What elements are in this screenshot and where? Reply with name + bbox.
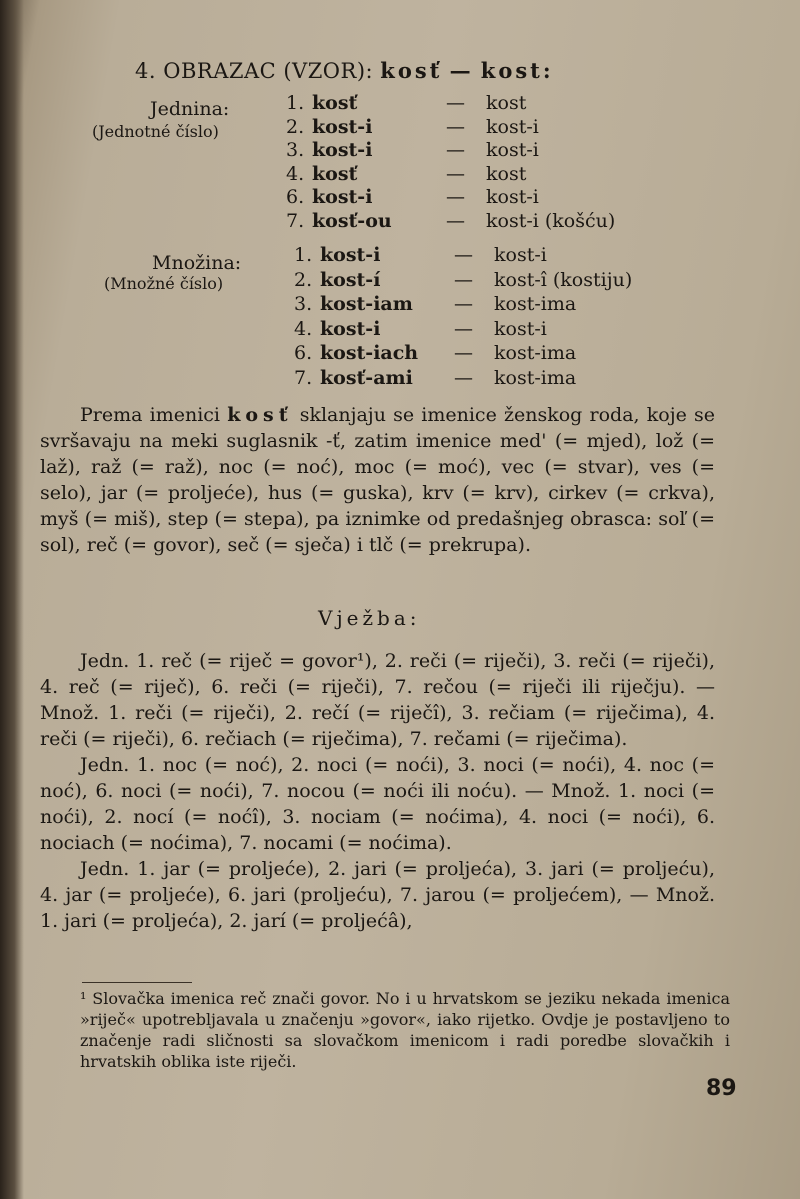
case-number: 4. <box>286 162 305 185</box>
croatian-form: kost-i <box>486 139 539 161</box>
singular-sublabel: (Jednotné číslo) <box>92 122 219 141</box>
section-heading <box>135 58 554 83</box>
croatian-form: kost-i <box>486 115 539 138</box>
case-number: 1. <box>294 244 313 266</box>
row-dash: — <box>454 293 473 315</box>
exercise-rec: Jedn. 1. reč (= riječ = govor¹), 2. reči (= riječi), 3. reči (= riječi), 4. reč (= riječ), 6. reči (= riječi), 7. rečou (= riječi ili riječju). — Množ. 1. reči (= riječi), 2. rečí (= riječî), 3. rečiam (= riječima), 4. reči (= riječi), 6. rečiach (= riječima), 7. rečami (= riječima). <box>40 650 715 750</box>
plural-label: Množina: <box>152 252 242 274</box>
slovak-form: kosť-ami <box>320 366 413 389</box>
book-spine-shadow <box>0 0 24 1199</box>
row-dash: — <box>454 317 473 340</box>
slovak-form: kost-i <box>312 139 373 161</box>
rule-paragraph <box>40 402 715 558</box>
croatian-form: kost-ima <box>494 366 577 389</box>
row-dash: — <box>446 139 465 161</box>
case-number: 3. <box>294 293 313 315</box>
croatian-form: kost-ima <box>494 342 577 364</box>
exercise-jar: Jedn. 1. jar (= proljeće), 2. jari (= proljeća), 3. jari (= proljeću), 4. jar (= proljeće), 6. jari (proljeću), 7. jarou (= proljećem), — Množ. 1. jari (= proljeća), 2. jarí (= proljećâ), <box>40 858 715 932</box>
rule-intro: Prema imenici <box>80 404 220 426</box>
footnote-divider <box>82 982 192 983</box>
footnote <box>40 988 730 1072</box>
croatian-form: kost-i <box>494 317 547 340</box>
croatian-form: kost-i (košću) <box>486 209 616 232</box>
case-number: 2. <box>294 268 313 291</box>
croatian-form: kost-ima <box>494 293 577 315</box>
croatian-form: kost-i <box>486 186 539 208</box>
row-dash: — <box>446 186 465 208</box>
slovak-form: kost-iam <box>320 293 413 315</box>
croatian-form: kost <box>486 92 527 114</box>
slovak-form: kosť-ou <box>312 209 392 232</box>
slovak-form: kosť <box>312 162 358 185</box>
slovak-form: kost-i <box>312 186 373 208</box>
exercise-noc: Jedn. 1. noc (= noć), 2. noci (= noći), 3. noci (= noći), 4. noc (= noć), 6. noci (= noći), 7. nocou (= noći ili noću). — Množ. 1. noci (= noći), 2. nocí (= noćî), 3. nociam (= noćima), 4. noci (= noći), 6. nociach (= noćima), 7. nocami (= noćima). <box>40 754 715 854</box>
exercise-heading: Vježba: <box>318 606 421 630</box>
case-number: 7. <box>294 366 313 389</box>
case-number: 6. <box>286 186 305 208</box>
footnote-text: ¹ Slovačka imenica reč znači govor. No i u hrvatskom se jeziku nekada imenica »riječ« upotrebljavala u značenju »govor«, iako rijetko. Ovdje je postavljeno to značenje radi sličnosti sa slovačkom imenicom i radi poredbe slovačkih i hrvatskih oblika iste riječi. <box>80 989 730 1071</box>
case-number: 3. <box>286 139 305 161</box>
plural-sublabel: (Množné číslo) <box>104 274 224 293</box>
row-dash: — <box>446 115 465 138</box>
row-dash: — <box>446 209 465 232</box>
case-number: 7. <box>286 209 305 232</box>
rule-text: sklanjaju se imenice ženskog roda, koje se svršavaju na meki suglasnik -ť, zatim imenice med' (= mjed), lož (= laž), raž (= raž), noc (= noć), moc (= moć), vec (= stvar), ves (= selo), jar (= proljeće), hus (= guska), krv (= krv), cirkev (= crkva), myš (= miš), step (= stepa), pa iznimke od predašnjeg obrasca: soľ (= sol), reč (= govor), seč (= sječa) i tlč (= prekrupa). <box>40 404 715 556</box>
heading-label: OBRAZAC (VZOR): <box>163 59 374 83</box>
case-number: 4. <box>294 317 313 340</box>
rule-word: kosť <box>227 404 293 426</box>
row-dash: — <box>446 92 465 114</box>
row-dash: — <box>446 162 465 185</box>
croatian-form: kost <box>486 162 527 185</box>
heading-croatian-word: kost: <box>480 58 554 83</box>
slovak-form: kosť <box>312 92 358 114</box>
row-dash: — <box>454 342 473 364</box>
slovak-form: kost-i <box>312 115 373 138</box>
page-number: 89 <box>706 1076 737 1101</box>
row-dash: — <box>454 268 473 291</box>
croatian-form: kost-i <box>494 244 547 266</box>
row-dash: — <box>454 244 473 266</box>
row-dash: — <box>454 366 473 389</box>
singular-label: Jednina: <box>150 98 230 120</box>
heading-slovak-word: kosť <box>380 58 443 83</box>
heading-separator: — <box>449 58 474 83</box>
slovak-form: kost-í <box>320 268 381 291</box>
croatian-form: kost-î (kostiju) <box>494 268 633 291</box>
slovak-form: kost-iach <box>320 342 419 364</box>
slovak-form: kost-i <box>320 244 381 266</box>
heading-number: 4. <box>135 59 157 83</box>
exercise-block <box>40 648 715 934</box>
case-number: 6. <box>294 342 313 364</box>
case-number: 2. <box>286 115 305 138</box>
case-number: 1. <box>286 92 305 114</box>
slovak-form: kost-i <box>320 317 381 340</box>
